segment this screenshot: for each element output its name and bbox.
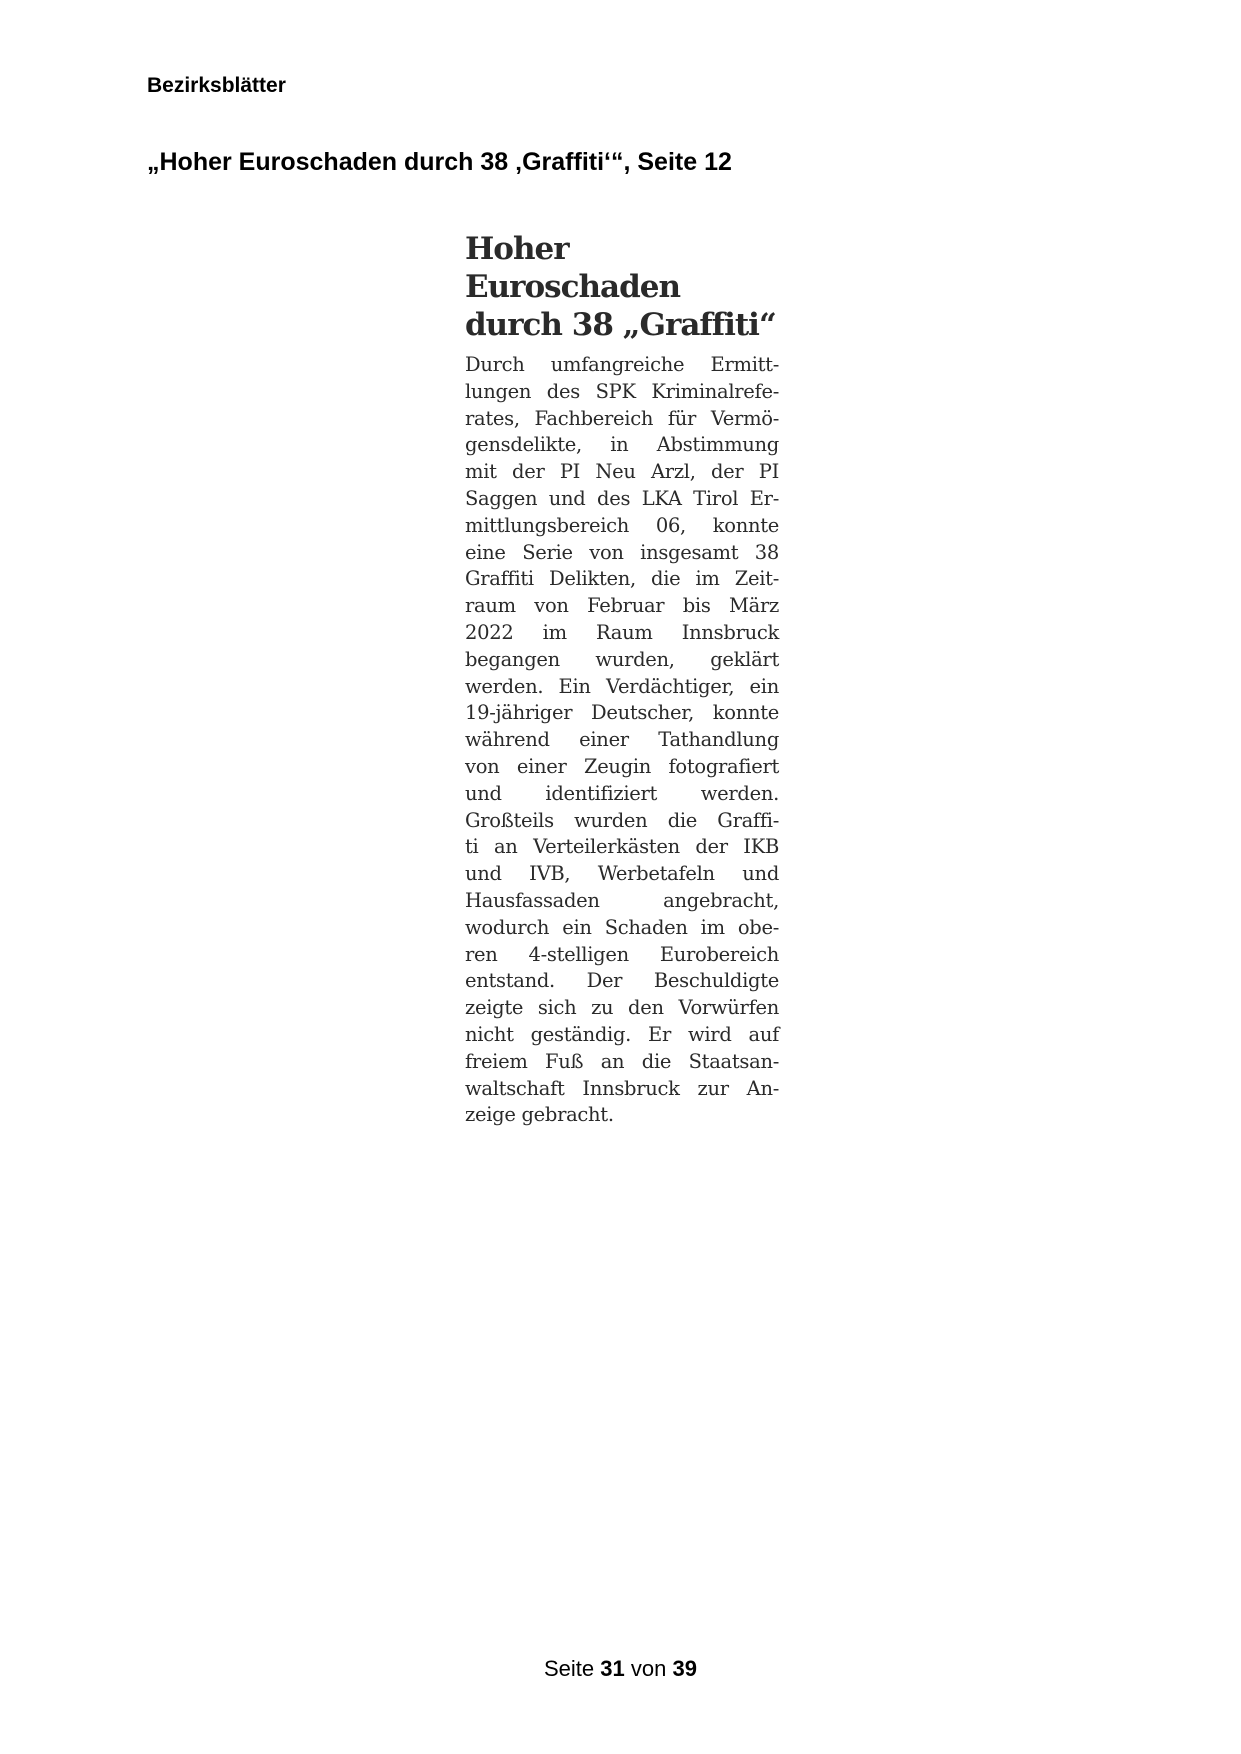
article-reference-title: „Hoher Euroschaden durch 38 ‚Graffiti‘“, Seite 12 bbox=[147, 148, 732, 176]
body-line: und IVB, Werbetafeln und bbox=[465, 862, 779, 886]
body-line: waltschaft Innsbruck zur An- bbox=[465, 1076, 779, 1100]
article-clipping bbox=[465, 230, 779, 1129]
body-line: lungen des SPK Kriminalrefe- bbox=[465, 379, 779, 403]
article-headline bbox=[465, 230, 779, 344]
body-line: zeigte sich zu den Vorwürfen bbox=[465, 996, 779, 1020]
body-line: nicht geständig. Er wird auf bbox=[465, 1022, 779, 1046]
body-line: Großteils wurden die Graffi- bbox=[465, 808, 779, 832]
headline-line: durch 38 „Graffiti“ bbox=[465, 307, 776, 343]
body-line: 19-jähriger Deutscher, konnte bbox=[465, 701, 779, 725]
body-line: eine Serie von insgesamt 38 bbox=[465, 540, 779, 564]
source-name: Bezirksblätter bbox=[147, 74, 286, 97]
body-line: raum von Februar bis März bbox=[465, 594, 779, 618]
body-line: mit der PI Neu Arzl, der PI bbox=[465, 460, 779, 484]
body-line: wodurch ein Schaden im obe- bbox=[465, 915, 779, 939]
body-line: entstand. Der Beschuldigte bbox=[465, 969, 779, 993]
page-prefix: Seite bbox=[544, 1656, 595, 1681]
body-line: Graffiti Delikten, die im Zeit- bbox=[465, 567, 779, 591]
body-line: ren 4-stelligen Eurobereich bbox=[465, 942, 779, 966]
headline-line: Hoher Euroschaden bbox=[465, 231, 681, 305]
page-current: 31 bbox=[600, 1656, 625, 1681]
body-line: Hausfassaden angebracht, bbox=[465, 888, 779, 912]
page-total: 39 bbox=[672, 1656, 697, 1681]
body-line: von einer Zeugin fotografiert bbox=[465, 754, 779, 778]
page-separator: von bbox=[630, 1656, 667, 1681]
article-body bbox=[465, 352, 779, 1129]
body-line: Durch umfangreiche Ermitt- bbox=[465, 353, 779, 376]
body-line: und identifiziert werden. bbox=[465, 781, 779, 805]
body-line: 2022 im Raum Innsbruck bbox=[465, 620, 779, 644]
body-line: begangen wurden, geklärt bbox=[465, 647, 779, 671]
body-line: mittlungsbereich 06, konnte bbox=[465, 513, 779, 537]
body-line: werden. Ein Verdächtiger, ein bbox=[465, 674, 779, 698]
body-line: gensdelikte, in Abstimmung bbox=[465, 433, 779, 457]
body-line: freiem Fuß an die Staatsan- bbox=[465, 1049, 779, 1073]
body-line: ti an Verteilerkästen der IKB bbox=[465, 835, 779, 859]
body-line: zeige gebracht. bbox=[465, 1103, 614, 1127]
body-line: während einer Tathandlung bbox=[465, 728, 779, 752]
body-line: Saggen und des LKA Tirol Er- bbox=[465, 486, 779, 510]
page-number bbox=[0, 1656, 1241, 1682]
body-line: rates, Fachbereich für Vermö- bbox=[465, 406, 779, 430]
